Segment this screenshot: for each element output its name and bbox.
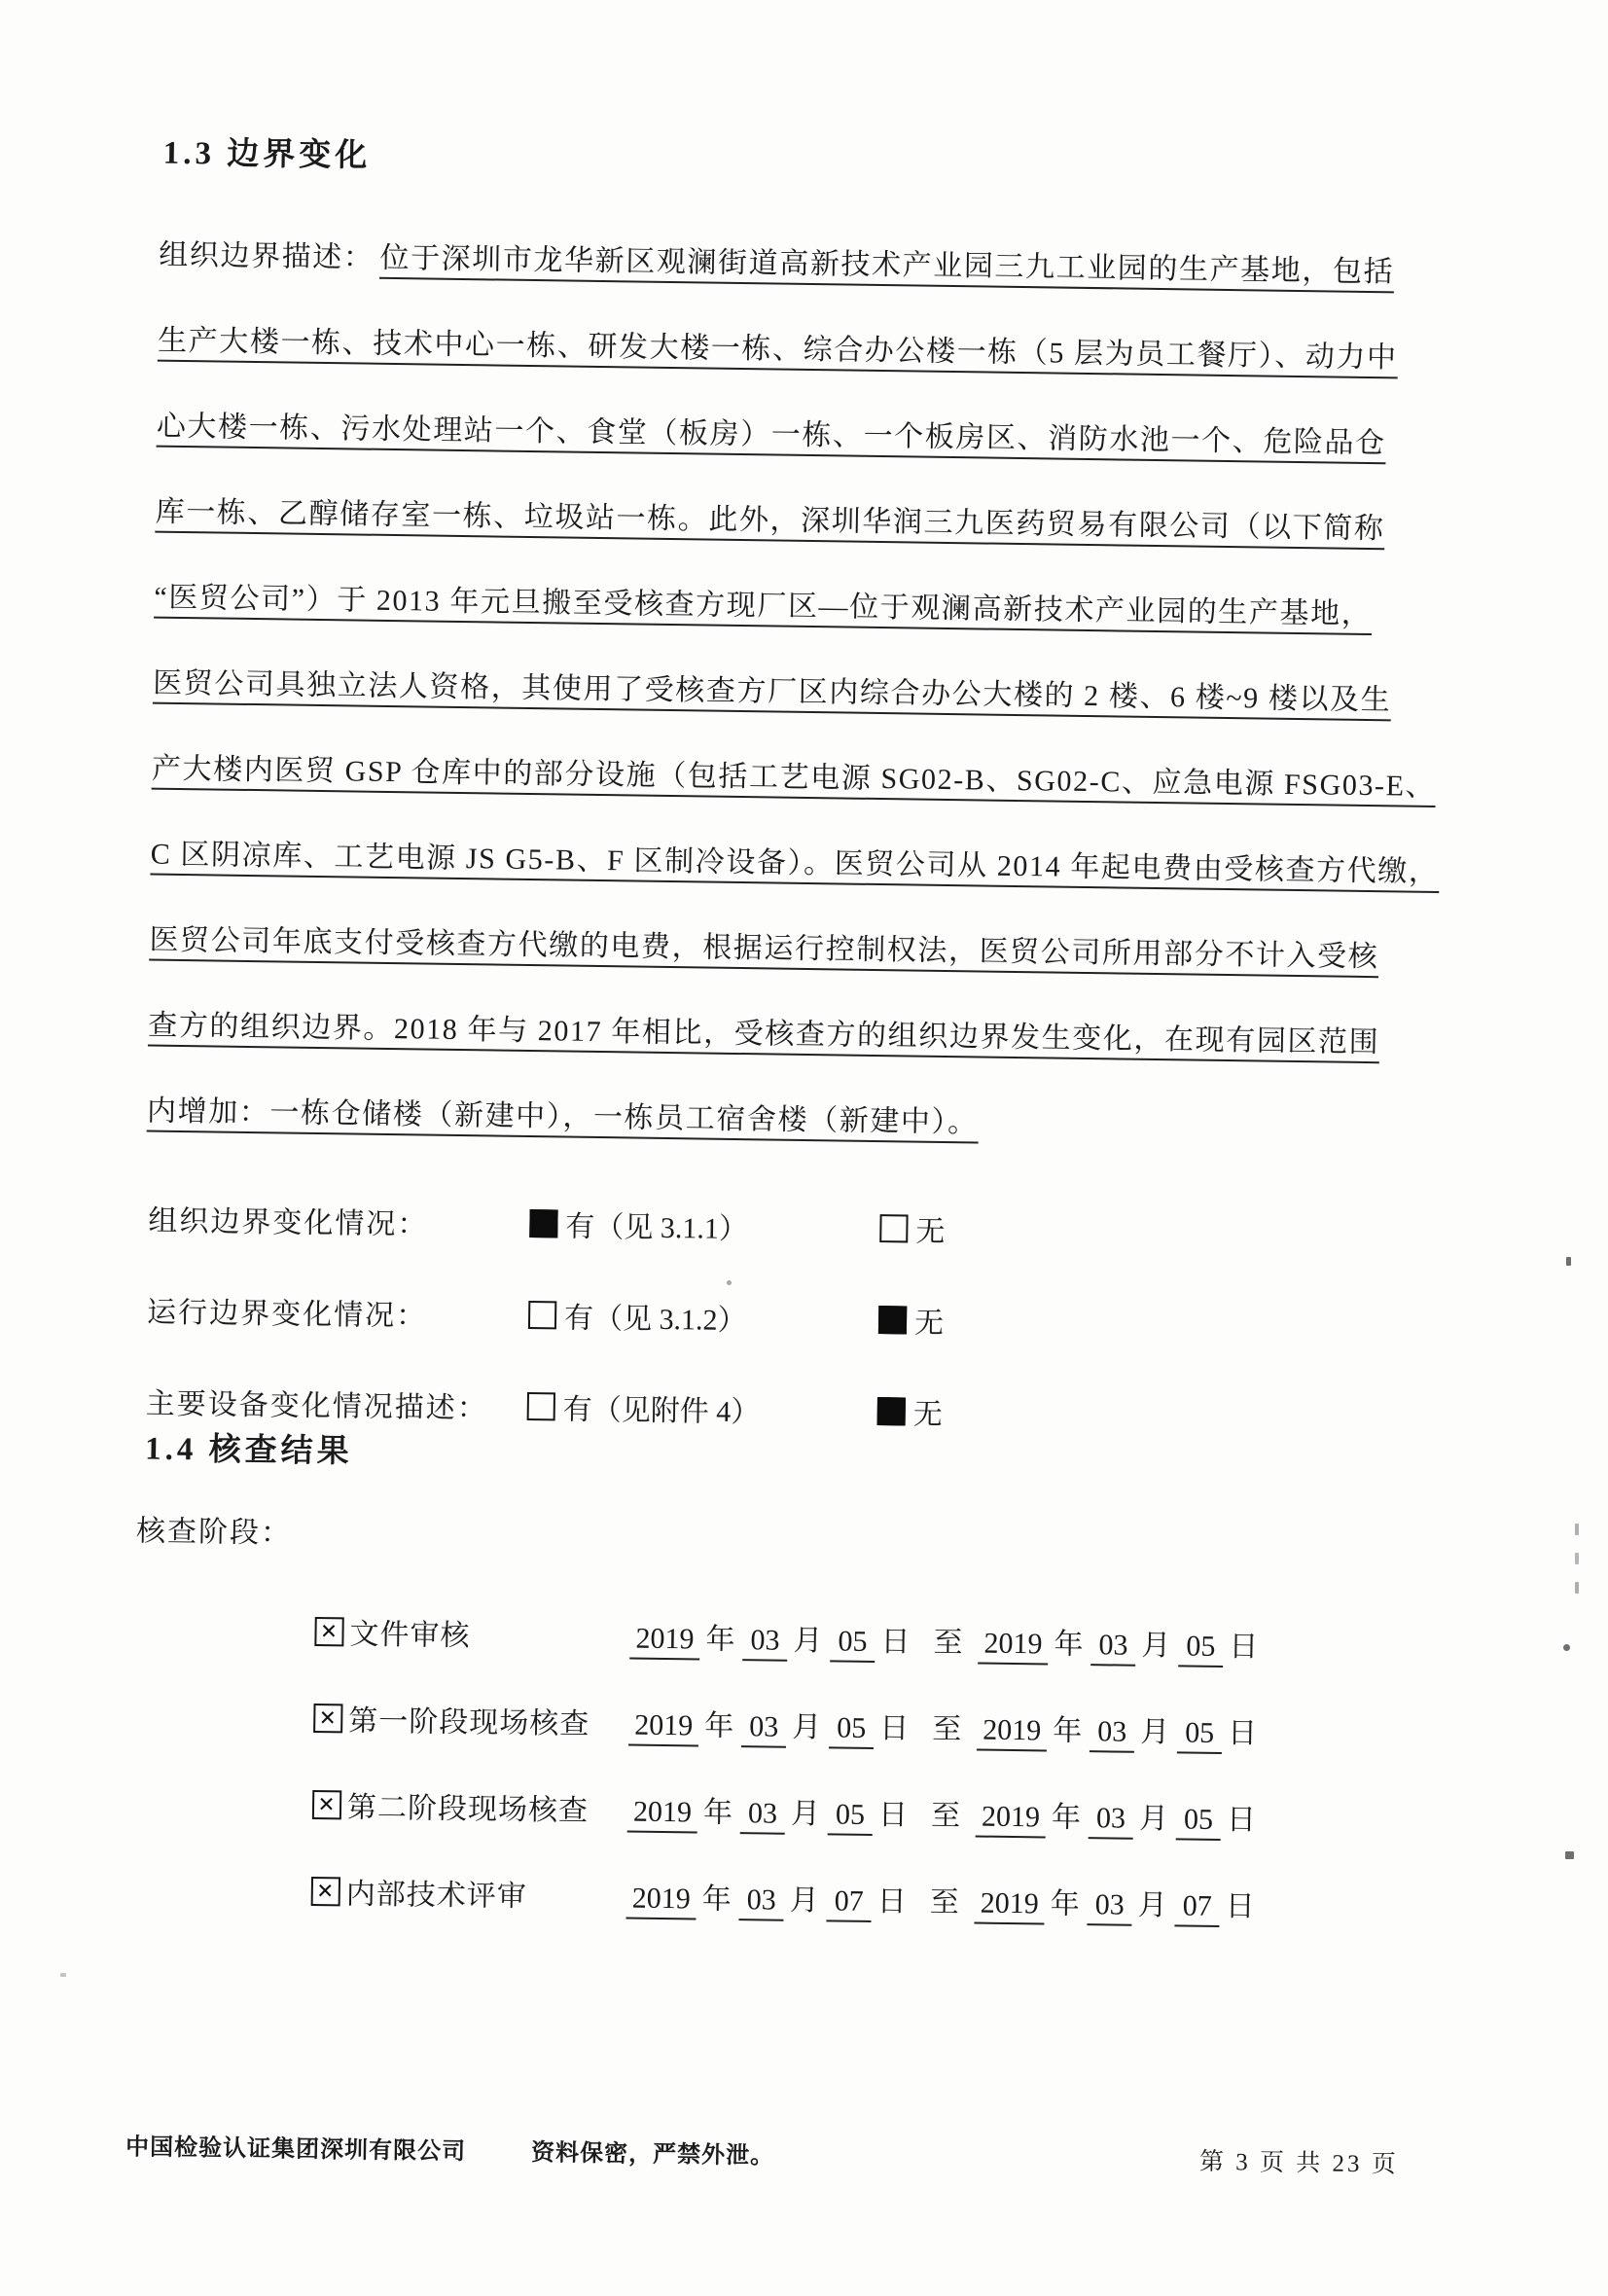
stage-checkbox — [312, 1790, 341, 1819]
no-label: 无 — [912, 1398, 943, 1431]
unit-month: 月 — [1137, 1888, 1167, 1922]
description-line: 产大楼内医贸 GSP 仓库中的部分设施（包括工艺电源 SG02-B、SG02-C、应急电源 FSG03-E、 — [151, 727, 1465, 831]
unit-year: 年 — [1050, 1887, 1080, 1920]
unit-year: 年 — [704, 1709, 734, 1743]
scan-artifact — [1575, 1524, 1579, 1535]
yes-label: 有（见 3.1.1） — [565, 1210, 749, 1246]
date-from-day: 05 — [829, 1711, 875, 1749]
unit-year: 年 — [1051, 1801, 1082, 1835]
unit-year: 年 — [1054, 1628, 1084, 1662]
section-1-4-title: 1.4 核查结果 — [144, 1431, 353, 1470]
change-row-label: 主要设备变化情况描述： — [145, 1387, 489, 1425]
unit-day: 日 — [1229, 1631, 1259, 1664]
date-from-day: 05 — [828, 1798, 874, 1836]
scan-artifact — [727, 1280, 732, 1285]
date-to-day: 05 — [1178, 1630, 1224, 1668]
description-line: 内增加：一栋仓储楼（新建中），一栋员工宿舍楼（新建中）。 — [146, 1069, 1460, 1173]
no-label: 无 — [915, 1215, 946, 1248]
verification-stage-label: 核查阶段： — [135, 1515, 293, 1550]
description-line: 生产大楼一栋、技术中心一栋、研发大楼一栋、综合办公楼一栋（5 层为员工餐厅）、动力中 — [157, 299, 1471, 403]
unit-month: 月 — [1138, 1802, 1169, 1836]
date-from-month: 03 — [738, 1883, 784, 1921]
date-to-separator: 至 — [929, 1885, 959, 1919]
stage-name: 第一阶段现场核查 — [348, 1704, 590, 1740]
stage-row — [313, 1677, 1266, 1777]
stage-name: 文件审核 — [349, 1618, 471, 1653]
date-to-year: 2019 — [976, 1800, 1047, 1838]
unit-day: 日 — [1226, 1804, 1257, 1837]
yes-checkbox — [529, 1209, 557, 1238]
scan-artifact — [1575, 1553, 1579, 1564]
date-from-year: 2019 — [625, 1882, 697, 1919]
description-line: 心大楼一栋、污水处理站一个、食堂（板房）一栋、一个板房区、消防水池一个、危险品仓 — [156, 384, 1470, 488]
footer-company-name: 中国检验认证集团深圳有限公司 — [125, 2135, 467, 2166]
stage-row — [314, 1591, 1267, 1691]
unit-day: 日 — [877, 1799, 909, 1832]
date-to-month: 03 — [1090, 1715, 1135, 1753]
unit-month: 月 — [792, 1710, 822, 1744]
unit-year: 年 — [701, 1883, 732, 1916]
description-line: 查方的组织边界。2018 年与 2017 年相比，受核查方的组织边界发生变化，在现有园区范围 — [148, 984, 1462, 1088]
boundary-change-status — [145, 1176, 1413, 1468]
description-text: 位于深圳市龙华新区观澜街道高新技术产业园三九工业园的生产基地，包括 — [379, 242, 1394, 294]
date-to-day: 07 — [1174, 1889, 1220, 1927]
date-from-month: 03 — [742, 1624, 788, 1662]
unit-month: 月 — [1141, 1629, 1171, 1663]
date-from-year: 2019 — [627, 1795, 698, 1833]
stage-name: 内部技术评审 — [345, 1878, 528, 1914]
organization-boundary-description — [146, 213, 1472, 1173]
page-footer — [0, 2125, 1580, 2178]
yes-label: 有（见附件 4） — [562, 1393, 761, 1429]
date-from-day: 05 — [830, 1625, 875, 1663]
stage-row — [310, 1850, 1263, 1951]
date-to-separator: 至 — [930, 1799, 961, 1833]
date-to-year: 2019 — [974, 1886, 1045, 1924]
unit-day: 日 — [876, 1885, 907, 1919]
change-row-label: 运行边界变化情况： — [146, 1296, 428, 1333]
yes-checkbox — [527, 1392, 555, 1420]
description-line: “医贸公司”）于 2013 年元旦搬至受核查方现厂区—位于观澜高新技术产业园的生产基地， — [154, 556, 1468, 660]
date-from-month: 03 — [741, 1710, 787, 1748]
date-from-year: 2019 — [628, 1709, 699, 1747]
scan-artifact — [1575, 1582, 1579, 1594]
change-row — [146, 1268, 1411, 1377]
yes-label: 有（见 3.1.2） — [563, 1302, 747, 1338]
description-line: 库一栋、乙醇储存室一栋、垃圾站一栋。此外，深圳华润三九医药贸易有限公司（以下简称 — [155, 470, 1469, 574]
unit-day: 日 — [880, 1626, 911, 1659]
scan-artifact — [1566, 1257, 1571, 1266]
unit-month: 月 — [790, 1797, 821, 1831]
unit-month: 月 — [789, 1883, 819, 1918]
change-row-label: 组织边界变化情况： — [148, 1204, 429, 1241]
scan-artifact — [60, 1973, 66, 1977]
unit-year: 年 — [705, 1623, 735, 1657]
unit-month: 月 — [793, 1624, 823, 1658]
section-1-3-title: 1.3 边界变化 — [162, 135, 372, 174]
scan-artifact — [1563, 1644, 1570, 1651]
date-to-day: 05 — [1176, 1803, 1222, 1841]
date-from-month: 03 — [740, 1797, 786, 1835]
date-from-year: 2019 — [629, 1623, 700, 1661]
description-label: 组织边界描述： — [159, 238, 375, 274]
no-label: 无 — [913, 1307, 945, 1340]
stage-checkbox — [314, 1617, 343, 1646]
date-to-separator: 至 — [931, 1712, 962, 1746]
date-to-day: 05 — [1177, 1716, 1223, 1754]
unit-day: 日 — [878, 1712, 910, 1745]
date-to-month: 03 — [1087, 1888, 1132, 1926]
unit-year: 年 — [702, 1796, 733, 1830]
description-line: 医贸公司年底支付受核查方代缴的电费，根据运行控制权法，医贸公司所用部分不计入受核 — [149, 898, 1463, 1002]
yes-checkbox — [528, 1301, 556, 1329]
scan-artifact — [1565, 1851, 1574, 1859]
description-line: C 区阴凉库、工艺电源 JS G5-B、F 区制冷设备）。医贸公司从 2014 年起电费由受核查方代缴， — [150, 812, 1464, 916]
stage-checkbox — [311, 1877, 340, 1906]
no-checkbox — [878, 1306, 907, 1334]
unit-day: 日 — [1227, 1717, 1258, 1750]
date-to-month: 03 — [1089, 1802, 1134, 1840]
date-from-day: 07 — [826, 1884, 872, 1922]
footer-confidentiality-notice: 资料保密，严禁外泄。 — [530, 2140, 775, 2170]
no-checkbox — [877, 1397, 906, 1425]
date-to-year: 2019 — [977, 1714, 1048, 1752]
stage-checkbox — [313, 1704, 342, 1733]
description-line: 医贸公司具独立法人资格，其使用了受核查方厂区内综合办公大楼的 2 楼、6 楼~9 楼以及生 — [153, 641, 1467, 745]
date-to-separator: 至 — [933, 1626, 963, 1660]
unit-day: 日 — [1225, 1890, 1255, 1923]
change-row — [148, 1176, 1413, 1285]
verification-stages — [310, 1591, 1267, 1951]
stage-name: 第二阶段现场核查 — [346, 1791, 590, 1827]
unit-year: 年 — [1052, 1714, 1083, 1748]
no-checkbox — [879, 1214, 908, 1242]
footer-page-number: 第 3 页 共 23 页 — [1198, 2148, 1399, 2178]
date-to-year: 2019 — [978, 1628, 1049, 1666]
stage-row — [311, 1764, 1264, 1864]
unit-month: 月 — [1139, 1715, 1170, 1749]
date-to-month: 03 — [1090, 1629, 1136, 1667]
